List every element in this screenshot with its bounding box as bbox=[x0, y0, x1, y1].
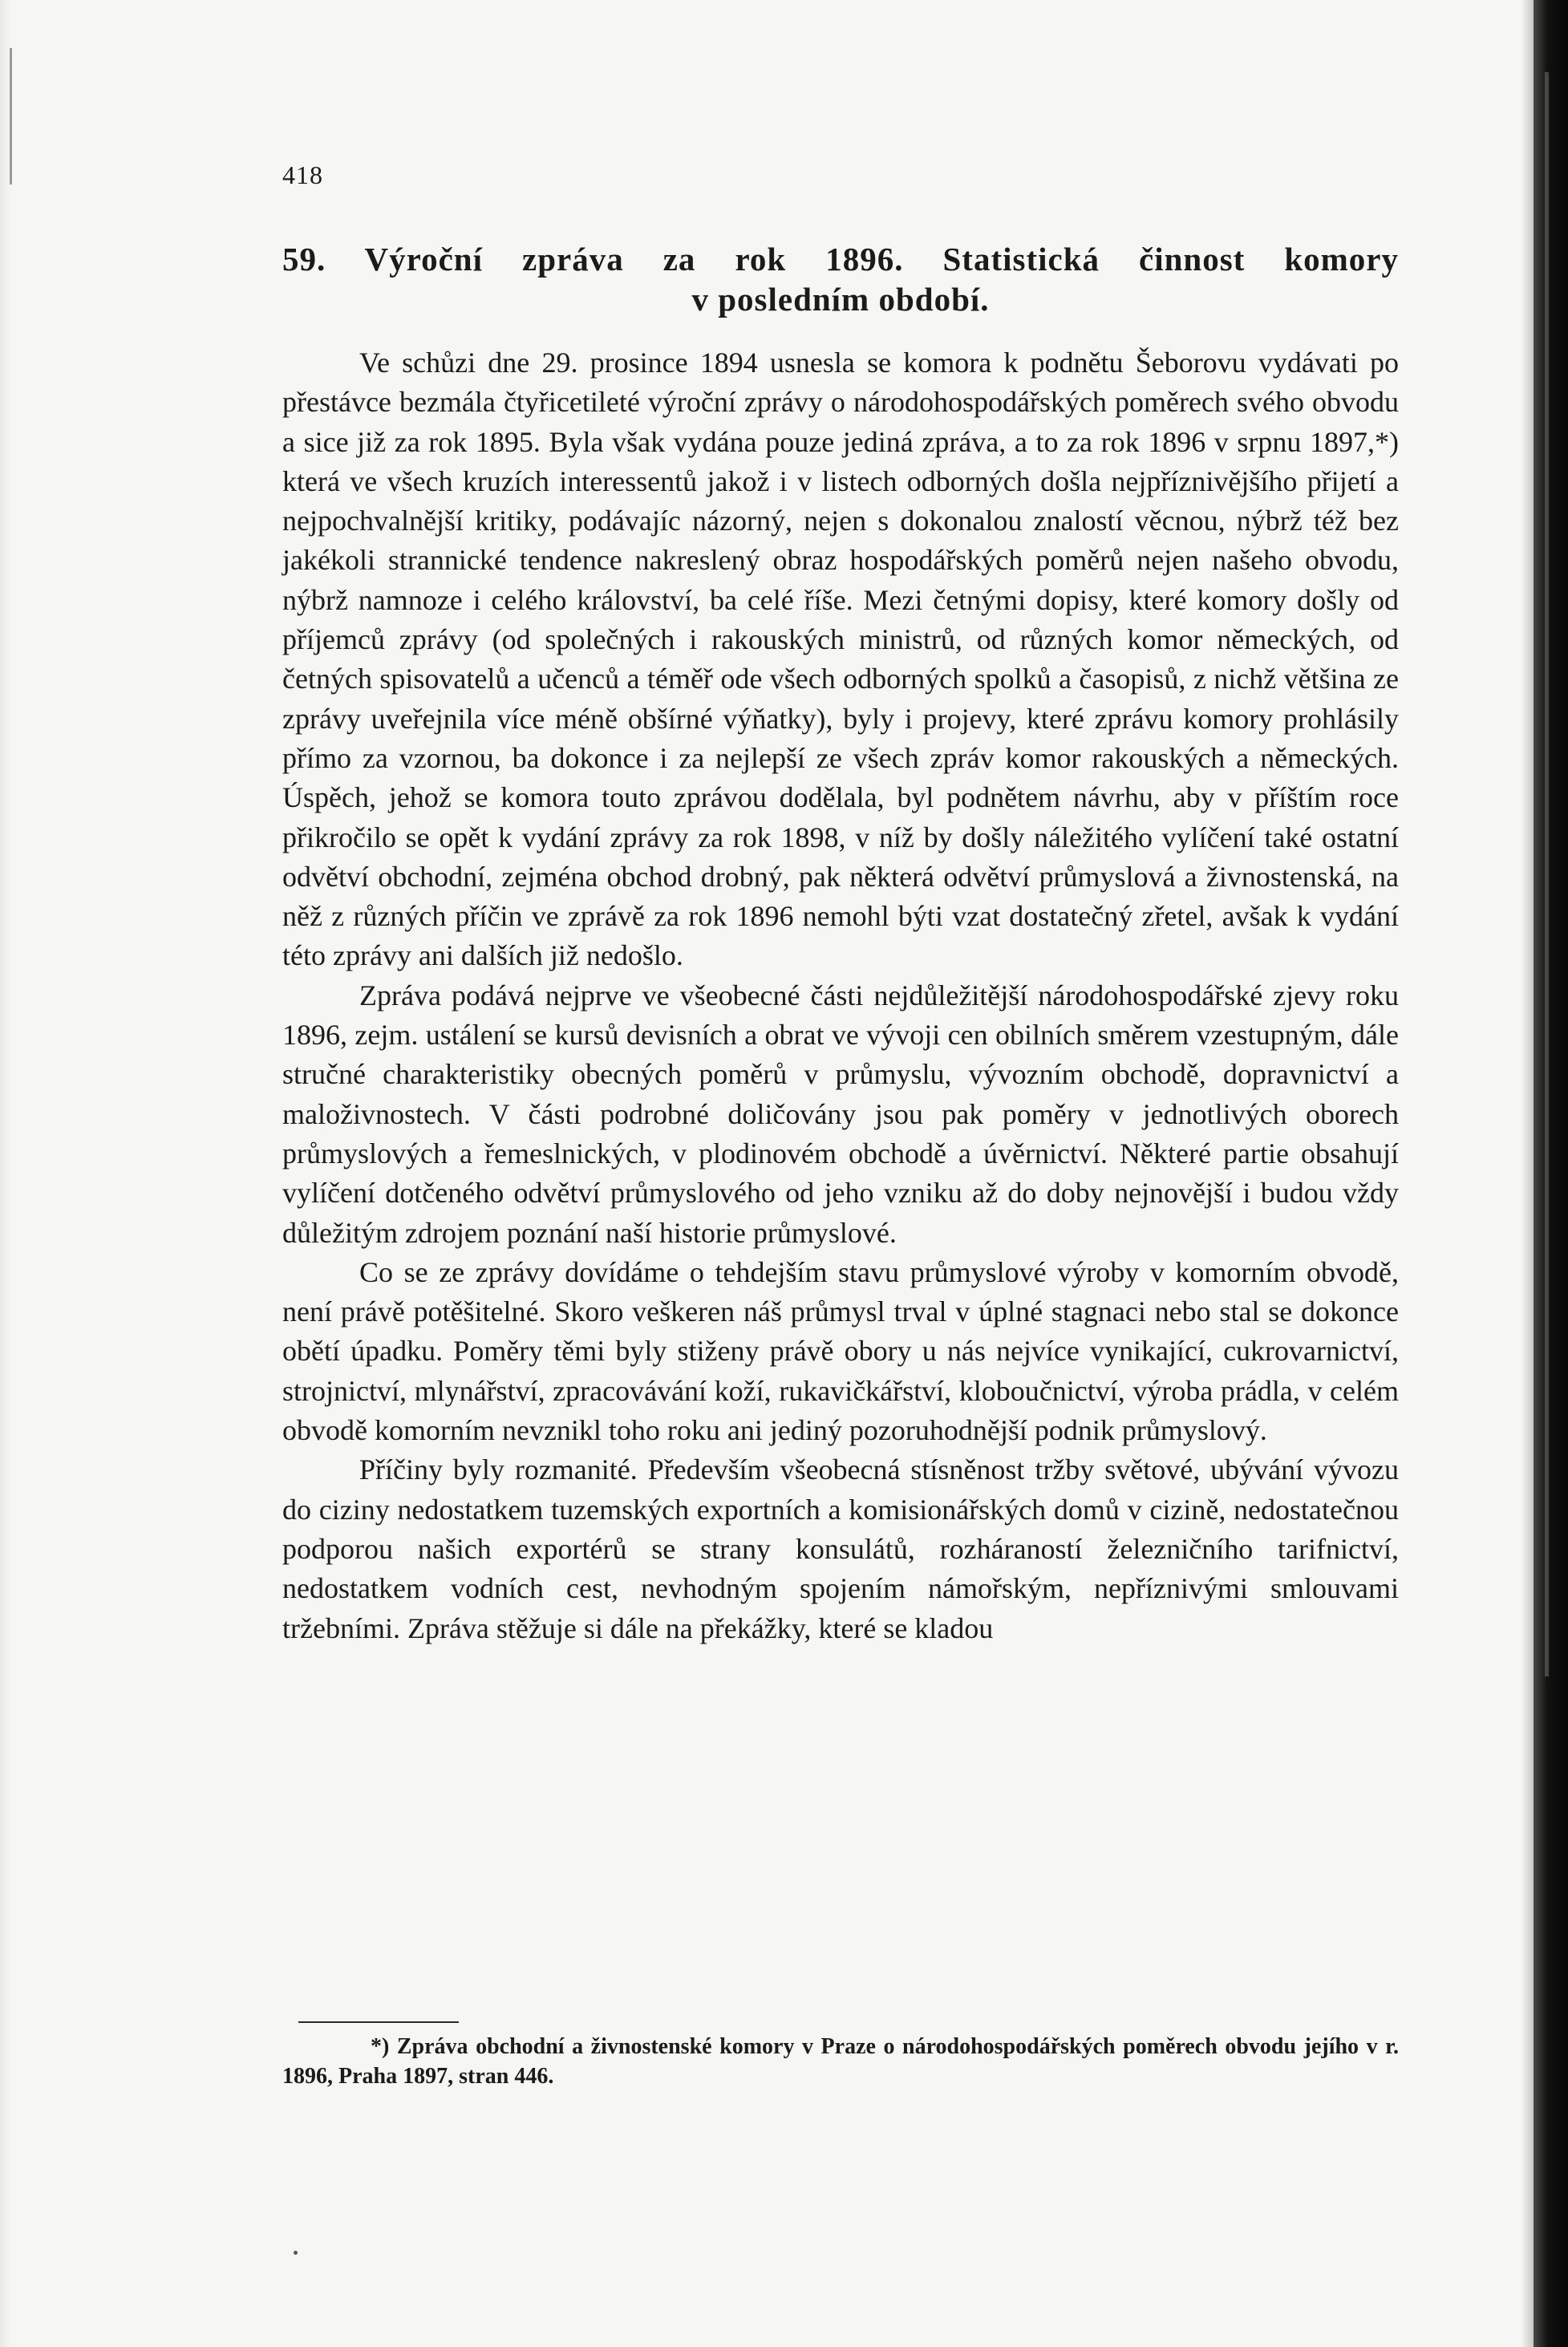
book-spine-edge bbox=[1534, 0, 1568, 2347]
paragraph-1: Ve schůzi dne 29. prosince 1894 usnesla se komora k podnětu Šeborovu vydávati po přestávce bezmála čtyřicetileté výroční zprávy o národohospodářských poměrech svého obvodu a sice již za rok 1895. Byla však vydána pouze jediná zpráva, a to za rok 1896 v srpnu 1897,*) která ve všech kruzích interessentů jakož i v listech odborných došla nejpříznivějšího přijetí a nejpochvalnější kritiky, podávajíc názorný, nejen s dokonalou znalostí věcnou, nýbrž též bez jakékoli strannické tendence nakreslený obraz hospodářských poměrů nejen našeho obvodu, nýbrž namnoze i celého království, ba celé říše. Mezi četnými dopisy, které komory došly od příjemců zprávy (od společných i rakouských ministrů, od různých komor německých, od četných spisovatelů a učenců a téměř ode všech odborných spolků a časopisů, z nichž většina ze zprávy uveřejnila více méně obšírné výňatky), byly i projevy, které zprávu komory prohlásily přímo za vzornou, ba dokonce i za nejlepší ze všech zpráv komor rakouských a německých. Úspěch, jehož se komora touto zprávou dodělala, byl podnětem návrhu, aby v příštím roce přikročilo se opět k vydání zprávy za rok 1898, v níž by došly náležitého vylíčení také ostatní odvětví obchodní, zejména obchod drobný, pak některá odvětví průmyslová a živnostenská, na něž z různých příčin ve zprávě za rok 1896 nemohl býti vzat dostatečný zřetel, avšak k vydání této zprávy ani dalších již nedošlo. bbox=[282, 347, 1399, 972]
section-heading bbox=[282, 239, 1399, 319]
spine-highlight bbox=[1545, 72, 1549, 1676]
gutter-shadow bbox=[1521, 0, 1534, 2347]
page-number: 418 bbox=[282, 160, 323, 189]
binding-mark bbox=[10, 48, 12, 184]
body-text bbox=[282, 343, 1399, 1648]
page-left-edge bbox=[0, 0, 11, 2347]
paragraph-3: Co se ze zprávy dovídáme o tehdejším stavu průmyslové výroby v komorním obvodě, není právě potěšitelné. Skoro veškeren náš průmysl trval v úplné stagnaci nebo stal se dokonce obětí úpadku. Poměry těmi byly stiženy právě obory u nás nejvíce vynikající, cukrovarnictví, strojnictví, mlynářství, zpracovávání koží, rukavičkářství, kloboučnictví, výroba prádla, v celém obvodě komorním nevznikl toho roku ani jediný pozoruhodnější podnik průmyslový. bbox=[282, 1255, 1399, 1447]
footnote: *) Zpráva obchodní a živnostenské komory v Praze o národohospodářských poměrech obvodu jejího v r. 1896, Praha 1897, stran 446. bbox=[282, 2034, 1399, 2089]
footnote-divider bbox=[298, 2021, 459, 2023]
section-heading-line-1: 59. Výroční zpráva za rok 1896. Statistická činnost komory bbox=[282, 241, 1399, 278]
paragraph-4: Příčiny byly rozmanité. Především všeobecná stísněnost tržby světové, ubývání vývozu do ciziny nedostatkem tuzemských exportních a komisionářských domů v cizině, nedostatečnou podporou našich exportérů se strany konsulátů, rozháraností železničního tarifnictví, nedostatkem vodních cest, nevhodným spojením námořským, nepříznivými smlouvami tržebními. Zpráva stěžuje si dále na překážky, které se kladou bbox=[282, 1453, 1399, 1644]
page-speck bbox=[294, 2251, 298, 2255]
paragraph-2: Zpráva podává nejprve ve všeobecné části nejdůležitější národohospodářské zjevy roku 1896, zejm. ustálení se kursů devisních a obrat ve vývoji cen obilních směrem vzestupným, dále stručné charakteristiky obecných poměrů v průmyslu, vývozním obchodě, dopravnictví a maloživnostech. V části podrobné doličovány jsou pak poměry v jednotlivých oborech průmyslových a řemeslnických, v plodinovém obchodě a úvěrnictví. Některé partie obsahují vylíčení dotčeného odvětví průmyslového od jeho vzniku až do doby nejnovější i budou vždy důležitým zdrojem poznání naší historie průmyslové. bbox=[282, 979, 1399, 1249]
section-heading-line-2: v posledním období. bbox=[691, 281, 990, 318]
